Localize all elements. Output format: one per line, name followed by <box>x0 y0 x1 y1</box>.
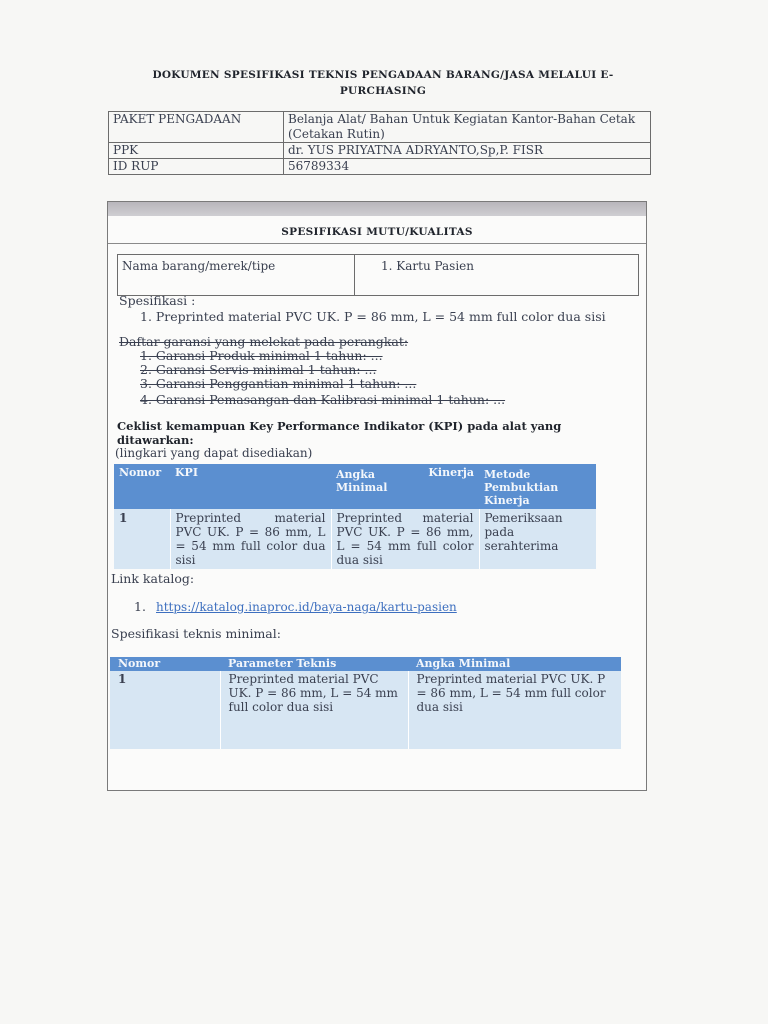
spec-quality-box <box>107 201 647 791</box>
kpi-col-kpi: KPI <box>170 464 331 509</box>
table-row <box>114 509 596 569</box>
kpi-col-nomor: Nomor <box>114 464 170 509</box>
item-name-value: 1. Kartu Pasien <box>355 255 639 296</box>
garansi-item: 2. Garansi Servis minimal 1 tahun: ... <box>140 362 377 377</box>
spesifikasi-item: 1. Preprinted material PVC UK. P = 86 mm, L = 54 mm full color dua sisi <box>140 309 606 324</box>
heading-divider <box>108 243 646 244</box>
header-row-ppk <box>109 143 651 159</box>
kpi-col-kinerja: Kinerja <box>421 464 479 509</box>
spec-heading: SPESIFIKASI MUTU/KUALITAS <box>281 226 473 238</box>
header-label: PPK <box>109 143 284 159</box>
garansi-item: 4. Garansi Pemasangan dan Kalibrasi minimal 1 tahun: ... <box>140 392 506 407</box>
header-row-paket <box>109 112 651 143</box>
catalog-link[interactable]: https://katalog.inaproc.id/baya-naga/kartu-pasien <box>156 600 457 614</box>
min-col-angka: Angka Minimal <box>408 657 621 671</box>
kpi-cell-angka: Preprinted material PVC UK. P = 86 mm, L = 54 mm full color dua sisi <box>331 509 479 569</box>
kpi-col-metode: Metode Pembuktian Kinerja <box>479 464 596 509</box>
garansi-item: 3. Garansi Penggantian minimal 1 tahun: ... <box>140 376 417 391</box>
min-col-parameter: Parameter Teknis <box>220 657 408 671</box>
min-spec-table <box>110 657 621 749</box>
kpi-cell-metode: Pemeriksaan pada serahterima <box>479 509 596 569</box>
table-row <box>110 671 621 749</box>
box-top-strip <box>108 202 646 216</box>
link-number: 1. <box>134 599 146 614</box>
header-value: Belanja Alat/ Bahan Untuk Kegiatan Kantor-Bahan Cetak (Cetakan Rutin) <box>284 112 651 143</box>
document-title-line-1: DOKUMEN SPESIFIKASI TEKNIS PENGADAAN BARANG/JASA MELALUI E- <box>152 69 614 81</box>
spesifikasi-label: Spesifikasi : <box>119 293 196 308</box>
kpi-cell-nomor: 1 <box>114 509 170 569</box>
kpi-table-header <box>114 464 596 509</box>
kpi-cell-kpi: Preprinted material PVC UK. P = 86 mm, L = 54 mm full color dua sisi <box>170 509 331 569</box>
min-cell-parameter: Preprinted material PVC UK. P = 86 mm, L = 54 mm full color dua sisi <box>220 671 408 749</box>
kpi-col-angka: Angka Minimal <box>331 464 421 509</box>
kpi-table <box>114 464 596 569</box>
kpi-heading-line-2: ditawarkan: <box>117 433 194 447</box>
min-spec-label: Spesifikasi teknis minimal: <box>111 626 281 641</box>
document-title-line-2: PURCHASING <box>339 85 427 97</box>
header-value: dr. YUS PRIYATNA ADRYANTO,Sp,P. FISR <box>284 143 651 159</box>
item-name-label: Nama barang/merek/tipe <box>118 255 355 296</box>
kpi-heading-line-1: Ceklist kemampuan Key Performance Indikator (KPI) pada alat yang <box>117 419 562 433</box>
min-table-header <box>110 657 621 671</box>
item-name-table <box>117 254 639 296</box>
kpi-heading <box>117 419 561 447</box>
procurement-header-table <box>108 111 651 175</box>
header-row-id-rup <box>109 159 651 175</box>
header-label: PAKET PENGADAAN <box>109 112 284 143</box>
kpi-note: (lingkari yang dapat disediakan) <box>115 446 313 460</box>
link-label: Link katalog: <box>111 571 195 586</box>
header-value: 56789334 <box>284 159 651 175</box>
min-col-nomor: Nomor <box>110 657 220 671</box>
garansi-heading: Daftar garansi yang melekat pada perangkat: <box>119 334 409 349</box>
min-cell-nomor: 1 <box>110 671 220 749</box>
min-cell-angka: Preprinted material PVC UK. P = 86 mm, L = 54 mm full color dua sisi <box>408 671 621 749</box>
garansi-item: 1. Garansi Produk minimal 1 tahun: ... <box>140 348 383 363</box>
header-label: ID RUP <box>109 159 284 175</box>
document-title <box>118 67 648 99</box>
